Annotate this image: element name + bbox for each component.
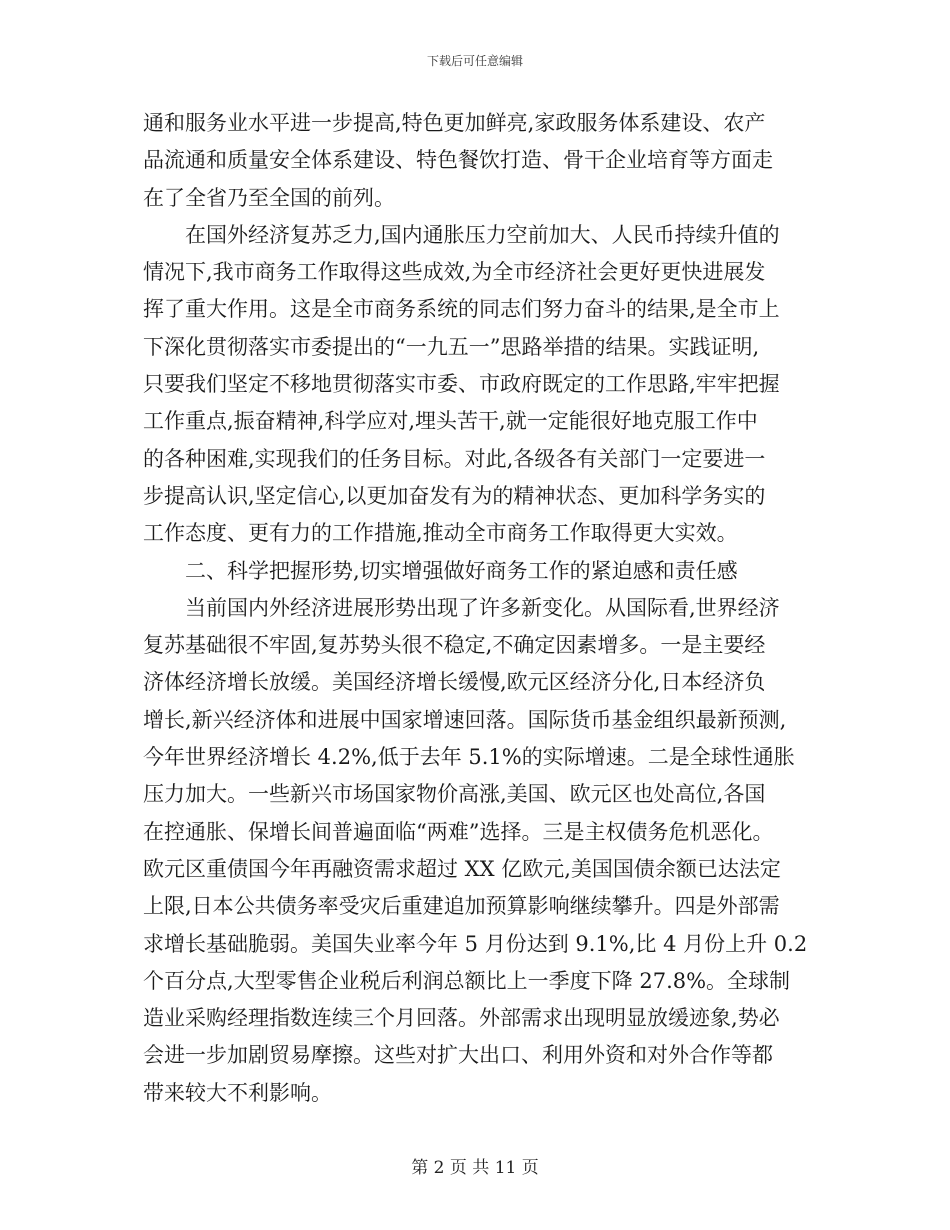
text-line: 工作态度、更有力的工作措施,推动全市商务工作取得更大实效。	[143, 521, 738, 546]
text-line: 欧元区重债国今年再融资需求超过 XX 亿欧元,美国国债余额已达法定	[143, 856, 781, 881]
page-header-note: 下载后可任意编辑	[426, 54, 523, 68]
text-line: 只要我们坚定不移地贯彻落实市委、市政府既定的工作思路,牢牢把握	[143, 372, 780, 397]
text-line: 挥了重大作用。这是全市商务系统的同志们努力奋斗的结果,是全市上	[143, 297, 780, 322]
text-line: 个百分点,大型零售企业税后利润总额比上一季度下降 27.8%。全球制	[143, 968, 791, 993]
text-line: 通和服务业水平进一步提高,特色更加鲜亮,家政服务体系建设、农产	[143, 111, 766, 135]
text-line: 造业采购经理指数连续三个月回落。外部需求出现明显放缓迹象,势必	[143, 1006, 780, 1031]
text-line: 在控通胀、保增长间普遍面临“两难”选择。三是主权债务危机恶化。	[143, 819, 774, 844]
text-line: 品流通和质量安全体系建设、特色餐饮打造、骨干企业培育等方面走	[143, 148, 773, 173]
text-line: 增长,新兴经济体和进展中国家增速回落。国际货币基金组织最新预测,	[143, 707, 787, 732]
text-line: 今年世界经济增长 4.2%,低于去年 5.1%的实际增速。二是全球性通胀	[143, 745, 795, 770]
text-line: 在了全省乃至全国的前列。	[143, 185, 395, 210]
text-line: 求增长基础脆弱。美国失业率今年 5 月份达到 9.1%,比 4 月份上升 0.2	[143, 931, 808, 956]
text-line: 压力加大。一些新兴市场国家物价高涨,美国、欧元区也处高位,各国	[143, 782, 766, 807]
section-heading: 二、科学把握形势,切实增强做好商务工作的紧迫感和责任感	[143, 558, 738, 583]
text-line: 复苏基础很不牢固,复苏势头很不稳定,不确定因素增多。一是主要经	[143, 633, 766, 658]
text-line: 当前国内外经济进展形势出现了许多新变化。从国际看,世界经济	[143, 595, 780, 620]
text-line: 上限,日本公共债务率受灾后重建追加预算影响继续攀升。四是外部需	[143, 894, 780, 919]
text-line: 步提高认识,坚定信心,以更加奋发有为的精神状态、更加科学务实的	[143, 483, 766, 508]
text-line: 下深化贯彻落实市委提出的“一九五一”思路举措的结果。实践证明,	[143, 334, 760, 359]
text-line: 济体经济增长放缓。美国经济增长缓慢,欧元区经济分化,日本经济负	[143, 670, 766, 695]
text-line: 带来较大不利影响。	[143, 1080, 332, 1105]
text-line: 在国外经济复苏乏力,国内通胀压力空前加大、人民币持续升值的	[143, 222, 780, 247]
text-line: 工作重点,振奋精神,科学应对,埋头苦干,就一定能很好地克服工作中	[143, 409, 758, 434]
text-line: 会进一步加剧贸易摩擦。这些对扩大出口、利用外资和对外合作等都	[143, 1043, 773, 1068]
document-body	[143, 105, 813, 1112]
text-line: 的各种困难,实现我们的任务目标。对此,各级各有关部门一定要进一	[143, 446, 766, 471]
page-number-footer: 第 2 页 共 11 页	[411, 1158, 539, 1178]
text-line: 情况下,我市商务工作取得这些成效,为全市经济社会更好更快进展发	[143, 260, 766, 285]
